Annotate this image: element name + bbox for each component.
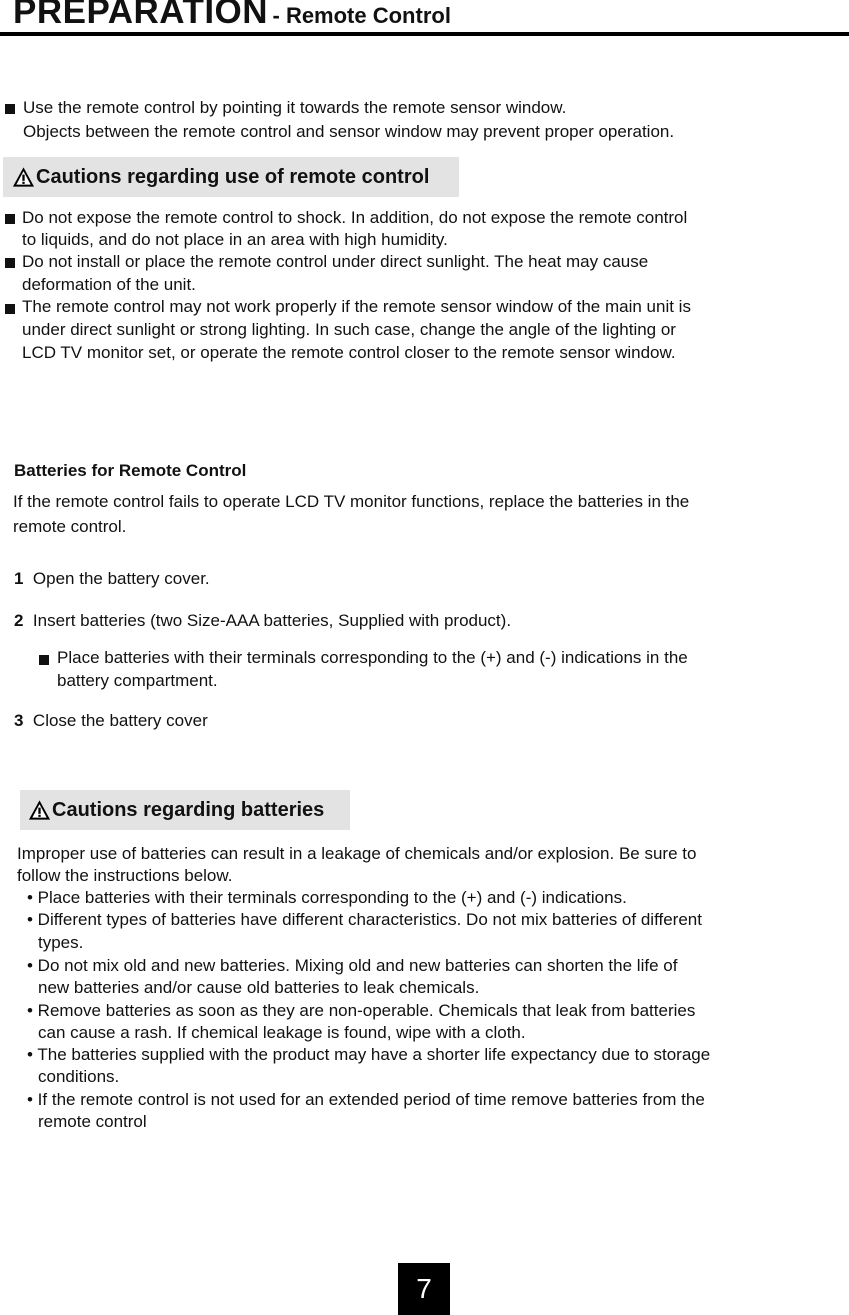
bullet-square-icon <box>5 304 15 314</box>
caution-batteries-intro: follow the instructions below. <box>17 866 233 885</box>
caution-remote-header <box>3 157 459 197</box>
caution-batteries-line: • Different types of batteries have different characteristics. Do not mix batteries of different <box>27 910 702 929</box>
step-note-line: battery compartment. <box>57 671 218 690</box>
step-text: Open the battery cover. <box>32 569 210 588</box>
bullet-square-icon <box>5 104 15 114</box>
bullet-square-icon <box>5 214 15 224</box>
step-number: 2 <box>14 611 24 630</box>
step-3 <box>14 710 208 732</box>
batteries-intro-line: If the remote control fails to operate LCD TV monitor functions, replace the batteries in the <box>13 492 690 511</box>
caution-batteries-title: Cautions regarding batteries <box>52 798 325 821</box>
intro-line: Use the remote control by pointing it towards the remote sensor window. <box>23 98 567 117</box>
caution-batteries-line: • Remove batteries as soon as they are non-operable. Chemicals that leak from batteries <box>27 1001 696 1020</box>
step-number: 3 <box>14 711 24 730</box>
step-2 <box>14 610 511 632</box>
caution-batteries-line: types. <box>38 933 84 952</box>
caution-batteries-line: • Place batteries with their terminals corresponding to the (+) and (-) indications. <box>27 888 627 907</box>
caution-batteries-line: new batteries and/or cause old batteries to leak chemicals. <box>38 978 480 997</box>
page-title <box>13 0 451 32</box>
caution-line: deformation of the unit. <box>22 275 196 294</box>
caution-line: The remote control may not work properly if the remote sensor window of the main unit is <box>22 297 691 316</box>
caution-batteries-line: • The batteries supplied with the product may have a shorter life expectancy due to storage <box>27 1045 711 1064</box>
caution-batteries-line: • Do not mix old and new batteries. Mixing old and new batteries can shorten the life of <box>27 956 678 975</box>
caution-batteries-line: conditions. <box>38 1067 120 1086</box>
step-note-line: Place batteries with their terminals corresponding to the (+) and (-) indications in the <box>57 648 688 667</box>
caution-line: LCD TV monitor set, or operate the remote control closer to the remote sensor window. <box>22 343 676 362</box>
caution-batteries-header <box>20 790 350 830</box>
caution-batteries-line: remote control <box>38 1112 147 1131</box>
caution-line: Do not install or place the remote control under direct sunlight. The heat may cause <box>22 252 649 271</box>
caution-line: Do not expose the remote control to shock. In addition, do not expose the remote control <box>22 208 688 227</box>
caution-batteries-line: • If the remote control is not used for an extended period of time remove batteries from the <box>27 1090 705 1109</box>
bullet-square-icon <box>39 655 49 665</box>
section-subtitle: - Remote Control <box>272 3 451 28</box>
caution-batteries-line: can cause a rash. If chemical leakage is found, wipe with a cloth. <box>38 1023 526 1042</box>
intro-line: Objects between the remote control and sensor window may prevent proper operation. <box>23 122 675 141</box>
batteries-heading: Batteries for Remote Control <box>14 461 247 480</box>
step-number: 1 <box>14 569 24 588</box>
batteries-intro-line: remote control. <box>13 517 127 536</box>
caution-line: to liquids, and do not place in an area with high humidity. <box>22 230 448 249</box>
page-number: 7 <box>398 1263 450 1315</box>
caution-batteries-intro: Improper use of batteries can result in a leakage of chemicals and/or explosion. Be sure to <box>17 844 697 863</box>
header-rule <box>0 32 849 36</box>
warning-icon <box>28 799 51 821</box>
section-title: PREPARATION <box>13 0 269 31</box>
warning-icon <box>12 166 35 188</box>
caution-remote-title: Cautions regarding use of remote control <box>36 165 430 188</box>
step-text: Close the battery cover <box>32 711 208 730</box>
bullet-square-icon <box>5 258 15 268</box>
step-1 <box>14 568 210 590</box>
caution-line: under direct sunlight or strong lighting. In such case, change the angle of the lighting or <box>22 320 676 339</box>
step-text: Insert batteries (two Size-AAA batteries, Supplied with product). <box>32 611 512 630</box>
